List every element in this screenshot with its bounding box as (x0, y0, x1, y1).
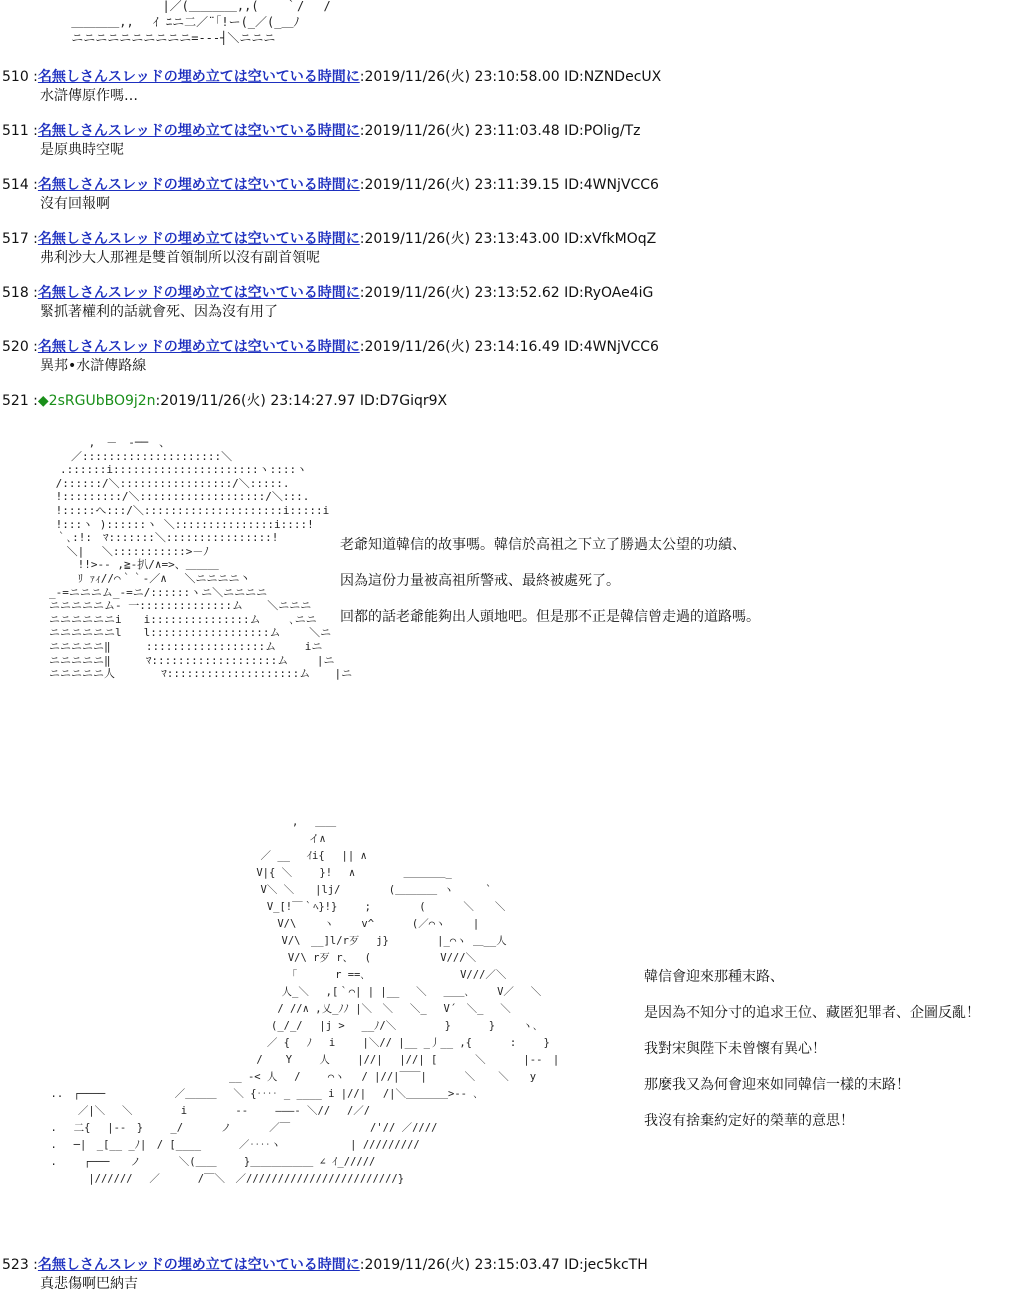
post-number[interactable]: 523 (2, 1257, 29, 1273)
post-518 (2, 283, 1012, 321)
post-number[interactable]: 511 (2, 123, 29, 139)
post-number[interactable]: 510 (2, 69, 29, 85)
post-meta: 2019/11/26(火) 23:14:16.49 ID:4WNjVCC6 (364, 339, 659, 355)
post-header: 521 :◆2sRGUbBO9j2n:2019/11/26(火) 23:14:27.97 ID:D7Giqr9X (2, 393, 448, 409)
post-meta: 2019/11/26(火) 23:13:43.00 ID:xVfkMOqZ (364, 231, 657, 247)
dialog-line: 回都的話老爺能夠出人頭地吧。但是那不正是韓信曾走過的道路嗎。 (340, 609, 760, 625)
post-header: 517 :名無しさんスレッドの埋め立ては空いている時間に:2019/11/26(火) 23:13:43.00 ID:xVfkMOqZ (2, 231, 657, 247)
dialog-line: 因為這份力量被高祖所警戒、最終被處死了。 (340, 573, 620, 589)
post-number[interactable]: 518 (2, 285, 29, 301)
ascii-art-character-1: , － ‐── 、 ／:::::::::::::::::::::＼ .::::::i::::::::::::::::::::::ヽ::::ヽ /::::::/＼:::::::::::::::::/＼:::::. !:::::::::/＼:::::::::::::::::::/＼:::. !:::::へ:::/＼:::::::::::::::::::::i:::::i !:::ヽ )::::::ヽ ＼:::::::::::::::i::::! ｀､:!: ﾏ:::::::＼::::::::::::::::! ＼| ＼:::::::::::>－ﾉ !!>‐‐ ,≧-扒/∧=>、＿＿＿ ﾘ ｧｨ//⌒｀｀-／∧ ＼ニニニニ丶 _-=ニニニム_-=ニ/::::::ヽニ＼ニニニニ ニニニニニム- 一::::::::::::::ム ＼ニニニ ニニニニニニi i:::::::::::::::ム ､ニニ ニニニニニニl l::::::::::::::::::ム ＼ニ ニニニニニ‖ ::::::::::::::::::ム iニ ニニニニニ‖ ﾏ:::::::::::::::::::ム |ニ ニニニニニ人 ﾏ::::::::::::::::::::ム |ニ (48, 436, 353, 681)
post-511 (2, 121, 1012, 159)
post-meta: 2019/11/26(火) 23:10:58.00 ID:NZNDecUX (364, 69, 662, 85)
poster-name-link[interactable]: 名無しさんスレッドの埋め立ては空いている時間に (37, 285, 360, 301)
post-521 (2, 391, 1012, 411)
dialog-line: 韓信會迎來那種末路、 (644, 969, 784, 985)
post-body: 異邦•水滸傳路線 (40, 358, 147, 374)
poster-trip: ◆2sRGUbBO9j2n (37, 393, 156, 409)
post-number[interactable]: 514 (2, 177, 29, 193)
poster-name-link[interactable]: 名無しさんスレッドの埋め立ては空いている時間に (37, 69, 360, 85)
post-body: 沒有回報啊 (40, 196, 110, 212)
post-meta: 2019/11/26(火) 23:13:52.62 ID:RyOAe4iG (364, 285, 654, 301)
post-meta: 2019/11/26(火) 23:11:03.48 ID:POlig/Tz (364, 123, 641, 139)
post-meta: 2019/11/26(火) 23:11:39.15 ID:4WNjVCC6 (364, 177, 659, 193)
dialog-line: 我沒有捨棄約定好的榮華的意思！ (644, 1113, 854, 1129)
post-header: 520 :名無しさんスレッドの埋め立ては空いている時間に:2019/11/26(火) 23:14:16.49 ID:4WNjVCC6 (2, 339, 659, 355)
post-510 (2, 67, 1012, 105)
post-header: 514 :名無しさんスレッドの埋め立ては空いている時間に:2019/11/26(火) 23:11:39.15 ID:4WNjVCC6 (2, 177, 659, 193)
dialog-line: 那麼我又為何會迎來如同韓信一樣的末路！ (644, 1077, 910, 1093)
poster-name-link[interactable]: 名無しさんスレッドの埋め立ては空いている時間に (37, 339, 360, 355)
post-body: 弗利沙大人那裡是雙首領制所以沒有副首領呢 (40, 250, 320, 266)
post-523 (2, 1255, 1012, 1293)
ascii-art-top: |／(＿＿＿＿,,( ｀/ / ＿＿＿＿,, ｲ ﾆニ二／¨｢!ー(_／(_＿ﾉ ニニニニニニニニニニ=---┤＼ニニニ (71, 0, 331, 45)
post-body: 水滸傳原作嗎… (40, 88, 138, 104)
post-meta: 2019/11/26(火) 23:15:03.47 ID:jec5kcTH (364, 1257, 648, 1273)
post-header: 510 :名無しさんスレッドの埋め立ては空いている時間に:2019/11/26(火) 23:10:58.00 ID:NZNDecUX (2, 69, 662, 85)
poster-name-link[interactable]: 名無しさんスレッドの埋め立ては空いている時間に (37, 231, 360, 247)
post-meta: 2019/11/26(火) 23:14:27.97 ID:D7Giqr9X (160, 393, 448, 409)
post-number[interactable]: 520 (2, 339, 29, 355)
post-header: 518 :名無しさんスレッドの埋め立ては空いている時間に:2019/11/26(火) 23:13:52.62 ID:RyOAe4iG (2, 285, 654, 301)
poster-name-link[interactable]: 名無しさんスレッドの埋め立ては空いている時間に (37, 123, 360, 139)
post-body: 是原典時空呢 (40, 142, 124, 158)
post-517 (2, 229, 1012, 267)
dialog-line: 是因為不知分寸的追求王位、藏匿犯罪者、企圖反亂！ (644, 1005, 980, 1021)
poster-name-link[interactable]: 名無しさんスレッドの埋め立ては空いている時間に (37, 1257, 360, 1273)
post-header: 523 :名無しさんスレッドの埋め立ては空いている時間に:2019/11/26(火) 23:15:03.47 ID:jec5kcTH (2, 1257, 648, 1273)
post-number[interactable]: 521 (2, 393, 29, 409)
post-body: 真悲傷啊巴納吉 (40, 1276, 138, 1292)
post-number[interactable]: 517 (2, 231, 29, 247)
post-520 (2, 337, 1012, 375)
dialog-line: 老爺知道韓信的故事嗎。韓信於高祖之下立了勝過太公望的功績、 (340, 537, 746, 553)
post-514 (2, 175, 1012, 213)
ascii-art-character-2: , ＿＿ イ∧ ／ __ ｲi{ || ∧ V|{ ＼ }! ∧ ＿＿＿＿_ V＼ ＼ |lj/ (＿＿＿＿ ヽ ` V_[!￣｀ﾍ}!} ; ( ＼ ＼ V/\ ヽ v^ (／⌒ヽ | V/\ __]l/r歹 j} |_⌒ヽ ＿__人 V/\ r歹 r、 ( V///＼ ｢ r ==､ V///／＼ 人_＼ ,[｀⌒| | |__ ＼ ＿＿､ V／ ＼ / //∧ ,乂_ﾉﾉ |＼ ＼ ＼_ V´ ＼_ ＼ (_/_/ |j > __ﾉ/＼ } } ヽ､ ／ { ﾉ i |＼// |__ _丿__ ,{ : } / Y 人 |//| |//| [ ＼ |‐- | __ -< 人 / ⌒ヽ / |//|￣￣| ＼ ＼ y .. ┌──── ／＿＿＿ ＼ {‥‥ _ ____ i |//| /|＼＿＿＿＿>-‐ ､ ／|＼ ＼ i ‐‐ ―――‐ ＼// /／/ . 二{ |‐‐ } _/ ノ ／￣ /'// ／//// . ─| _[__ _ﾉ| / [____ ／‥‥ヽ | ///////// . ┌─── ノ ＼(＿＿ }＿＿＿＿＿＿ ∠ ｲ_///// |////// ／ /￣＼ ／////////////////////////} (50, 816, 560, 1185)
post-body: 緊抓著權利的話就會死、因為沒有用了 (40, 304, 278, 320)
dialog-line: 我對宋與陛下未曾懷有異心！ (644, 1041, 826, 1057)
post-header: 511 :名無しさんスレッドの埋め立ては空いている時間に:2019/11/26(火) 23:11:03.48 ID:POlig/Tz (2, 123, 641, 139)
poster-name-link[interactable]: 名無しさんスレッドの埋め立ては空いている時間に (37, 177, 360, 193)
